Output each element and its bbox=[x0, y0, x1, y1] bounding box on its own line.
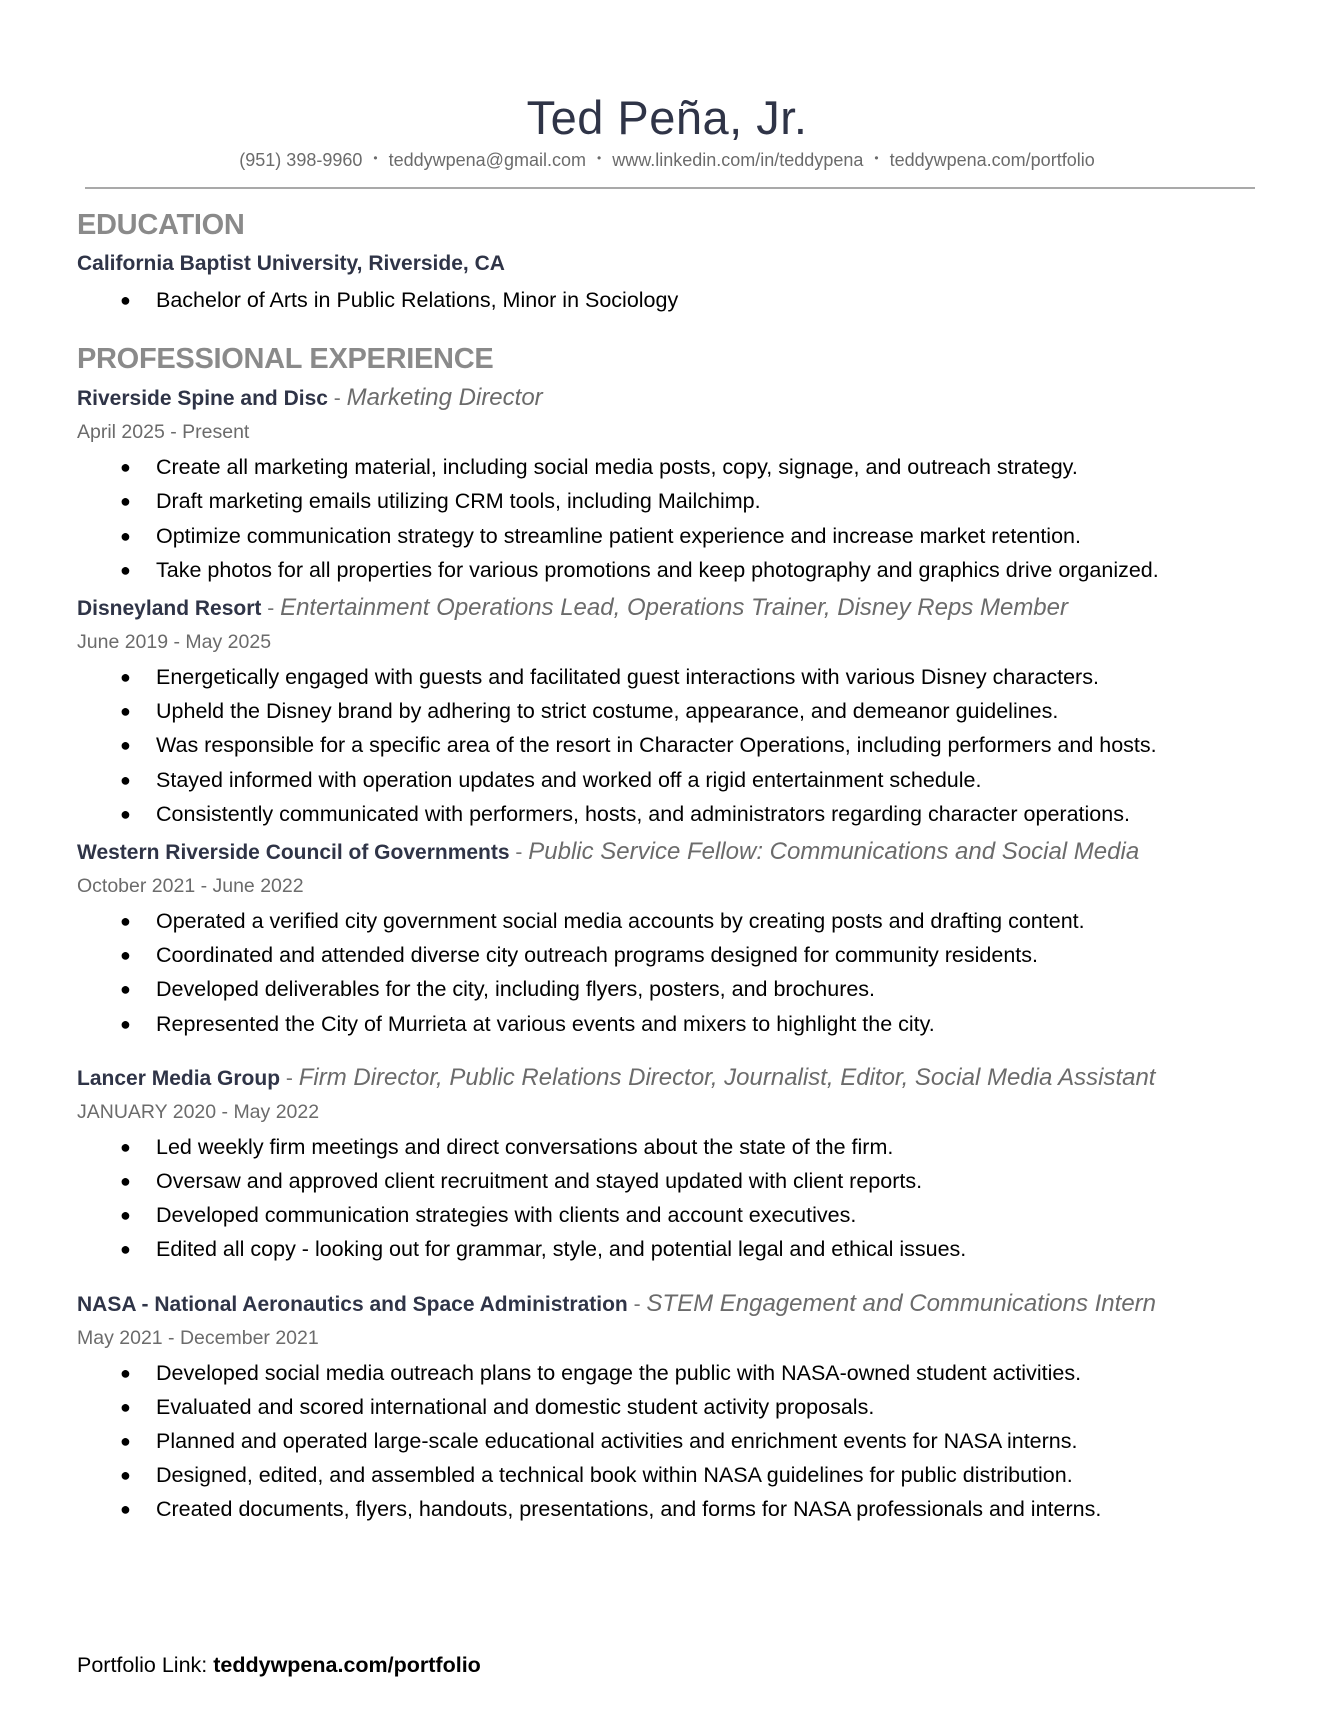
job-dates: JANUARY 2020 - May 2022 bbox=[77, 1100, 320, 1123]
job-entry bbox=[77, 383, 1257, 587]
school-label: California Baptist University, Riverside, CA bbox=[77, 252, 505, 275]
list-item bbox=[77, 1458, 1257, 1492]
bullet-text: Consistently communicated with performers, hosts, and administrators regarding character operations. bbox=[156, 801, 1130, 826]
company-name: Western Riverside Council of Governments bbox=[77, 841, 510, 865]
list-item bbox=[77, 1424, 1257, 1458]
bullet-icon: ● bbox=[120, 911, 131, 932]
portfolio-link[interactable]: teddywpena.com/portfolio bbox=[213, 1653, 481, 1677]
bullet-text: Bachelor of Arts in Public Relations, Minor in Sociology bbox=[156, 288, 679, 312]
bullet-text: Developed social media outreach plans to engage the public with NASA-owned student activities. bbox=[156, 1360, 1082, 1385]
bullet-icon: ● bbox=[120, 979, 131, 1000]
job-role: Public Service Fellow: Communications and Social Media bbox=[528, 838, 1140, 866]
dash: - bbox=[261, 597, 281, 621]
email-link[interactable]: teddywpena@gmail.com bbox=[388, 150, 586, 170]
bullet-icon: ● bbox=[120, 559, 131, 580]
bullet-text: Operated a verified city government social media accounts by creating posts and drafting content. bbox=[156, 909, 1085, 934]
job-header bbox=[77, 1289, 1257, 1320]
list-item bbox=[77, 1492, 1257, 1526]
bullet-icon: ● bbox=[120, 1396, 131, 1417]
list-item bbox=[77, 1198, 1257, 1232]
list-item bbox=[77, 519, 1257, 553]
resume-page bbox=[77, 90, 1257, 1527]
job-header bbox=[77, 383, 1257, 414]
job-dates: June 2019 - May 2025 bbox=[77, 631, 272, 654]
dash: - bbox=[327, 387, 347, 411]
job-bullets bbox=[77, 1130, 1257, 1267]
job-bullets bbox=[77, 904, 1257, 1041]
portfolio-footer bbox=[77, 1650, 481, 1680]
bullet-text: Coordinated and attended diverse city outreach programs designed for community residents. bbox=[156, 943, 1038, 968]
dash: - bbox=[509, 841, 529, 865]
bullet-icon: ● bbox=[120, 290, 131, 310]
bullet-icon: ● bbox=[120, 803, 131, 824]
school-name bbox=[77, 249, 1257, 279]
bullet-text: Oversaw and approved client recruitment and stayed updated with client reports. bbox=[156, 1169, 923, 1194]
job-entry bbox=[77, 837, 1257, 1041]
footer-label: Portfolio Link: bbox=[77, 1653, 214, 1677]
dash: - bbox=[280, 1066, 299, 1090]
list-item bbox=[77, 553, 1257, 587]
bullet-icon: ● bbox=[120, 701, 131, 722]
job-header bbox=[77, 593, 1257, 624]
job-bullets bbox=[77, 660, 1257, 831]
bullet-icon: ● bbox=[120, 1013, 131, 1034]
bullet-text: Represented the City of Murrieta at various events and mixers to highlight the city. bbox=[156, 1011, 935, 1036]
header-divider bbox=[85, 187, 1255, 189]
bullet-icon: ● bbox=[120, 491, 131, 512]
bullet-icon: ● bbox=[120, 667, 131, 688]
bullet-icon: ● bbox=[120, 1431, 131, 1452]
job-role: Marketing Director bbox=[346, 384, 543, 412]
bullet-text: Energetically engaged with guests and facilitated guest interactions with various Disney characters. bbox=[156, 665, 1099, 690]
job-dates: October 2021 - June 2022 bbox=[77, 875, 304, 898]
dash: - bbox=[627, 1292, 647, 1316]
bullet-icon: ● bbox=[120, 525, 131, 546]
bullet-text: Developed deliverables for the city, including flyers, posters, and brochures. bbox=[156, 977, 876, 1002]
bullet-text: Take photos for all properties for various promotions and keep photography and graphics drive organized. bbox=[156, 557, 1159, 582]
bullet-text: Optimize communication strategy to streamline patient experience and increase market retention. bbox=[156, 523, 1081, 548]
bullet-icon: ● bbox=[120, 1499, 131, 1520]
job-bullets bbox=[77, 450, 1257, 587]
bullet-icon: ● bbox=[120, 1465, 131, 1486]
bullet-text: Evaluated and scored international and domestic student activity proposals. bbox=[156, 1394, 875, 1419]
job-entry bbox=[77, 1063, 1257, 1267]
bullet-icon: ● bbox=[120, 769, 131, 790]
bullet-icon: ● bbox=[120, 1171, 131, 1192]
job-header bbox=[77, 837, 1257, 868]
job-role: STEM Engagement and Communications Intern bbox=[646, 1289, 1157, 1317]
list-item bbox=[77, 484, 1257, 518]
bullet-icon: ● bbox=[120, 1205, 131, 1226]
resume-header bbox=[77, 90, 1257, 174]
list-item bbox=[77, 1130, 1257, 1164]
experience-heading: PROFESSIONAL EXPERIENCE bbox=[77, 343, 494, 376]
bullet-text: Edited all copy - looking out for grammar, style, and potential legal and ethical issues. bbox=[156, 1237, 967, 1262]
list-item bbox=[77, 1007, 1257, 1041]
list-item bbox=[77, 694, 1257, 728]
bullet-text: Stayed informed with operation updates and worked off a rigid entertainment schedule. bbox=[156, 767, 982, 792]
contact-line bbox=[77, 148, 1257, 174]
list-item bbox=[77, 450, 1257, 484]
bullet-text: Upheld the Disney brand by adhering to strict costume, appearance, and demeanor guidelines. bbox=[156, 699, 1059, 724]
contact-separator: • bbox=[597, 151, 602, 165]
company-name: Disneyland Resort bbox=[77, 597, 262, 621]
list-item bbox=[77, 904, 1257, 938]
company-name: Lancer Media Group bbox=[77, 1066, 281, 1090]
bullet-text: Designed, edited, and assembled a technical book within NASA guidelines for public distribution. bbox=[156, 1463, 1073, 1488]
company-name: Riverside Spine and Disc bbox=[77, 387, 328, 411]
list-item bbox=[77, 283, 1257, 317]
list-item bbox=[77, 938, 1257, 972]
bullet-text: Create all marketing material, including social media posts, copy, signage, and outreach strategy. bbox=[156, 455, 1078, 480]
bullet-text: Led weekly firm meetings and direct conversations about the state of the firm. bbox=[156, 1134, 894, 1159]
bullet-text: Developed communication strategies with clients and account executives. bbox=[156, 1203, 857, 1228]
list-item bbox=[77, 972, 1257, 1006]
job-header bbox=[77, 1063, 1257, 1094]
job-entry bbox=[77, 1289, 1257, 1527]
company-name: NASA - National Aeronautics and Space Administration bbox=[77, 1292, 628, 1316]
list-item bbox=[77, 1356, 1257, 1390]
bullet-text: Draft marketing emails utilizing CRM tools, including Mailchimp. bbox=[156, 489, 761, 514]
contact-separator: • bbox=[373, 151, 378, 165]
bullet-icon: ● bbox=[120, 1136, 131, 1157]
bullet-icon: ● bbox=[120, 735, 131, 756]
candidate-name: Ted Peña, Jr. bbox=[526, 91, 808, 144]
contact-separator: • bbox=[874, 151, 879, 165]
list-item bbox=[77, 1390, 1257, 1424]
list-item bbox=[77, 1232, 1257, 1266]
bullet-text: Created documents, flyers, handouts, presentations, and forms for NASA professionals and interns. bbox=[156, 1497, 1102, 1522]
bullet-text: Planned and operated large-scale educational activities and enrichment events for NASA interns. bbox=[156, 1429, 1078, 1454]
job-dates: April 2025 - Present bbox=[77, 421, 250, 444]
education-heading: EDUCATION bbox=[77, 209, 245, 241]
job-entry bbox=[77, 593, 1257, 831]
list-item bbox=[77, 797, 1257, 831]
linkedin-link[interactable]: www.linkedin.com/in/teddypena bbox=[612, 150, 864, 170]
job-dates: May 2021 - December 2021 bbox=[77, 1326, 319, 1349]
list-item bbox=[77, 728, 1257, 762]
phone-number: (951) 398-9960 bbox=[239, 150, 363, 170]
list-item bbox=[77, 1164, 1257, 1198]
list-item bbox=[77, 660, 1257, 694]
job-bullets bbox=[77, 1356, 1257, 1527]
bullet-icon: ● bbox=[120, 457, 131, 478]
list-item bbox=[77, 763, 1257, 797]
bullet-icon: ● bbox=[120, 1362, 131, 1383]
website-link[interactable]: teddywpena.com/portfolio bbox=[889, 150, 1095, 170]
job-role: Firm Director, Public Relations Director, Journalist, Editor, Social Media Assistant bbox=[298, 1063, 1156, 1091]
education-bullets bbox=[77, 283, 1257, 317]
bullet-icon: ● bbox=[120, 945, 131, 966]
bullet-icon: ● bbox=[120, 1239, 131, 1260]
job-role: Entertainment Operations Lead, Operations Trainer, Disney Reps Member bbox=[280, 594, 1068, 622]
bullet-text: Was responsible for a specific area of the resort in Character Operations, including performers and hosts. bbox=[156, 733, 1157, 758]
